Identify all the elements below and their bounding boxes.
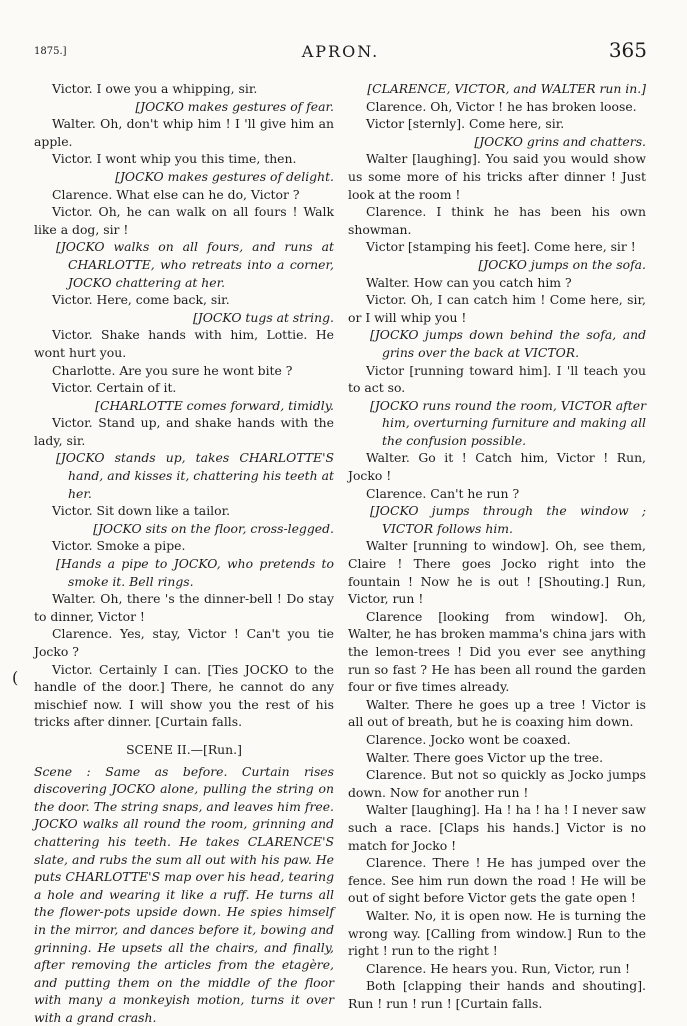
dialogue-line: Clarence. There ! He has jumped over the fence. See him run down the road ! He will be out of sight before Victor gets the gate open ! [348, 855, 646, 906]
stage-direction: [JOCKO jumps on the sofa. [478, 256, 646, 272]
dialogue-line: Clarence. Oh, Victor ! he has broken loose. [366, 98, 637, 114]
dialogue-line: Clarence. He hears you. Run, Victor, run ! [366, 960, 631, 976]
dialogue-line: Walter. How can you catch him ? [366, 274, 572, 290]
dialogue-line: Clarence [looking from window]. Oh, Walter, he has broken mamma's china jars with the lemon-trees ! Did you ever see anything run so fast ? He has been all round the garden four or five times already. [348, 608, 646, 695]
dialogue-line: Victor. Here, come back, sir. [52, 292, 230, 308]
dialogue-line: Victor. Certain of it. [52, 380, 177, 396]
left-column [34, 80, 334, 1026]
dialogue-line: Clarence. I think he has been his own showman. [348, 204, 646, 237]
stage-direction: [JOCKO runs round the room, VICTOR after him, overturning furniture and making all the confusion possible. [370, 397, 646, 448]
page-header [34, 38, 647, 68]
dialogue-line: Walter. Go it ! Catch him, Victor ! Run, Jocko ! [348, 450, 646, 484]
scene-description: Scene : Same as before. Curtain rises discovering JOCKO alone, pulling the string on the door. The string snaps, and leaves him free. JOCKO walks all round the room, grinning and chattering his teeth. He takes CLARENCE'S slate, and rubs the sum all out with his paw. He puts CHARLOTTE'S map over his head, tearing a hole and wearing it like a ruff. He turns all the flower-pots upside down. He spies himself in the mirror, and dances before it, bowing and grinning. He upsets all the chairs, and finally, after removing the articles from the etagère, and putting them on the middle of the floor with many a monkeyish motion, turns it over with a grand crash. [34, 763, 334, 1025]
stage-direction: [JOCKO tugs at string. [192, 309, 334, 325]
stage-direction: [JOCKO grins and chatters. [474, 133, 646, 149]
dialogue-line: Clarence. What else can he do, Victor ? [52, 186, 300, 202]
header-year: 1875.] [34, 46, 67, 57]
dialogue-line: Walter. There he goes up a tree ! Victor is all out of breath, but he is coaxing him down. [348, 696, 646, 730]
stage-direction: [JOCKO sits on the floor, cross-legged. [93, 520, 334, 536]
scene-heading: SCENE II.—[Run.] [126, 741, 242, 757]
stage-direction: [JOCKO makes gestures of delight. [115, 168, 334, 184]
dialogue-line: Walter. No, it is open now. He is turning the wrong way. [Calling from window.] Run to the right ! run to the right ! [348, 907, 646, 959]
dialogue-line: Victor [sternly]. Come here, sir. [366, 116, 565, 132]
dialogue-line: Clarence. Yes, stay, Victor ! Can't you tie Jocko ? [34, 626, 334, 659]
dialogue-line: Victor. Certainly I can. [Ties JOCKO to the handle of the door.] There, he cannot do any mischief now. I will show you the rest of his tricks after dinner. [Curtain falls. [34, 661, 334, 730]
dialogue-line: Clarence. Jocko wont be coaxed. [366, 731, 571, 747]
stage-direction: [Hands a pipe to JOCKO, who pretends to smoke it. Bell rings. [56, 556, 334, 589]
dialogue-line: Victor. Smoke a pipe. [52, 538, 186, 554]
stage-direction: [JOCKO jumps down behind the sofa, and grins over the back at VICTOR. [370, 327, 646, 360]
dialogue-line: Clarence. Can't he run ? [366, 485, 520, 501]
right-column [348, 80, 646, 1012]
dialogue-line: Victor. Stand up, and shake hands with the lady, sir. [34, 415, 334, 448]
header-title: APRON. [301, 42, 380, 61]
dialogue-line: Victor. Oh, he can walk on all fours ! Walk like a dog, sir ! [34, 204, 334, 237]
page-number: 365 [608, 38, 647, 62]
dialogue-line: Victor. Oh, I can catch him ! Come here, sir, or I will whip you ! [348, 292, 646, 325]
dialogue-line: Victor [stamping his feet]. Come here, sir ! [366, 239, 636, 255]
stage-direction: [CHARLOTTE comes forward, timidly. [95, 397, 334, 413]
dialogue-line: Victor. I owe you a whipping, sir. [52, 81, 258, 96]
dialogue-line: Walter. Oh, don't whip him ! I 'll give him an apple. [34, 116, 334, 149]
dialogue-line: Victor [running toward him]. I 'll teach you to act so. [348, 362, 646, 396]
dialogue-line: Walter [running to window]. Oh, see them, Claire ! There goes Jocko right into the fountain ! Now he is out ! [Shouting.] Run, Victor, run ! [348, 538, 646, 607]
dialogue-line: Victor. Shake hands with him, Lottie. He wont hurt you. [34, 327, 334, 360]
margin-mark: ( [12, 668, 19, 687]
dialogue-line: Walter. Oh, there 's the dinner-bell ! Do stay to dinner, Victor ! [34, 591, 334, 624]
dialogue-line: Victor. I wont whip you this time, then. [52, 151, 297, 167]
stage-direction: [JOCKO makes gestures of fear. [135, 98, 334, 114]
dialogue-line: Walter [laughing]. You said you would show us some more of his tricks after dinner ! Just look at the room ! [348, 151, 646, 202]
dialogue-line: Victor. Sit down like a tailor. [52, 503, 231, 519]
dialogue-line: Both [clapping their hands and shouting]. Run ! run ! run ! [Curtain falls. [348, 978, 646, 1011]
stage-direction: [JOCKO jumps through the window ; VICTOR follows him. [370, 503, 646, 536]
stage-direction: [JOCKO stands up, takes CHARLOTTE'S hand, and kisses it, chattering his teeth at her. [56, 450, 334, 501]
dialogue-line: Charlotte. Are you sure he wont bite ? [52, 362, 293, 378]
stage-direction: [CLARENCE, VICTOR, and WALTER run in.] [367, 81, 646, 96]
dialogue-line: Walter [laughing]. Ha ! ha ! ha ! I never saw such a race. [Claps his hands.] Victor is no match for Jocko ! [348, 802, 646, 853]
dialogue-line: Clarence. But not so quickly as Jocko jumps down. Now for another run ! [348, 767, 646, 800]
dialogue-line: Walter. There goes Victor up the tree. [366, 749, 604, 765]
stage-direction: [JOCKO walks on all fours, and runs at CHARLOTTE, who retreats into a corner, JOCKO chattering at her. [56, 239, 334, 290]
